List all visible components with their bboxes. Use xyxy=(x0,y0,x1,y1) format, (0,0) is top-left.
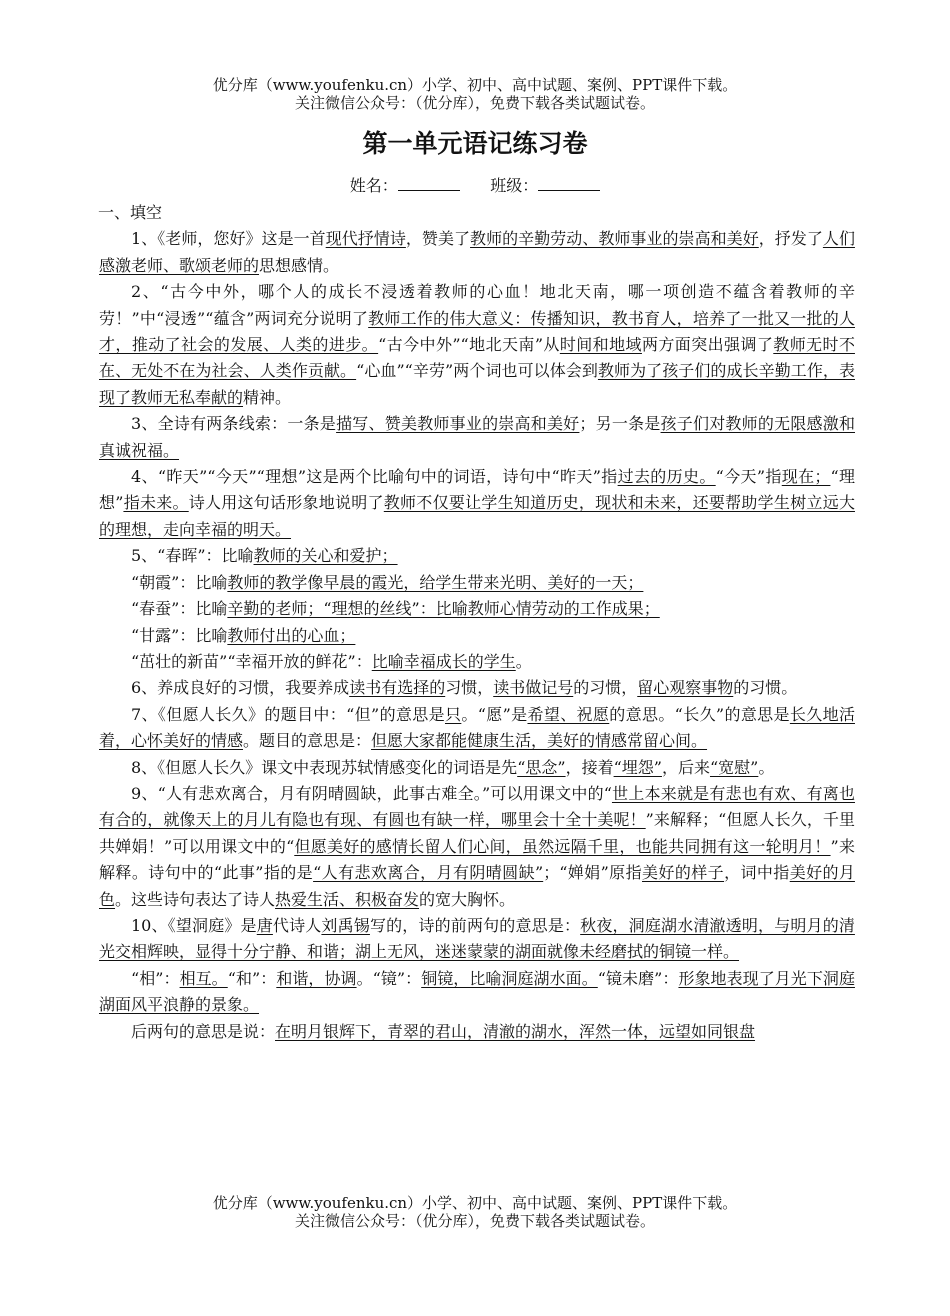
question-text: “镜未磨”： xyxy=(597,968,679,988)
answer-text: 教师工作的伟大意义：传播知识，教书育人，培养了一批又一批的人才，推动了社会的发展、人类的进步。 xyxy=(99,308,855,355)
question-text: 4、“昨天”“今天”“理想”这是两个比喻句中的词语，诗句中“昨天”指 xyxy=(131,467,618,487)
answer-text: 相互。 xyxy=(179,968,228,988)
answer-text: 和谐，协调 xyxy=(276,968,357,988)
header-line-2: 关注微信公众号：（优分库），免费下载各类试题试卷。 xyxy=(294,94,655,112)
question-text: 的宽大胸怀。 xyxy=(419,889,516,909)
question-text: 。“愿”是 xyxy=(461,704,528,724)
question-text: 的习惯， xyxy=(573,678,638,698)
answer-text: 铜镜，比喻洞庭湖水面。 xyxy=(421,968,598,988)
question-text: ，赞美了 xyxy=(405,229,471,249)
answer-text: 但愿美好的感情长留人们心间，虽然远隔千里，也能共同拥有这一轮明月！ xyxy=(294,836,831,856)
question-text: 。“镜”： xyxy=(356,968,422,988)
answer-text: “埋怨” xyxy=(613,757,662,777)
class-label: 班级： xyxy=(490,176,539,195)
answer-text: 读书有选择的 xyxy=(349,678,446,698)
question-paragraph xyxy=(99,649,855,675)
answer-text: 热爱生活、积极奋发 xyxy=(275,889,420,909)
answer-text: “人有悲欢离合，月有阴晴圆缺” xyxy=(313,863,544,883)
question-text: ”来解释；“但愿人长久，千里共婵娟！”可以用课文中的“ xyxy=(99,810,855,856)
answer-text: 过去的历史。 xyxy=(617,467,716,487)
answer-text: 只 xyxy=(444,704,462,724)
question-text: 习惯， xyxy=(445,678,494,698)
question-text: “今天”指 xyxy=(715,467,782,487)
answer-text: 比喻幸福成长的学生 xyxy=(371,651,516,671)
name-class-line xyxy=(0,174,950,197)
question-text: 10、《望洞庭》是 xyxy=(131,915,257,935)
question-text: 5、“春晖”：比喻 xyxy=(131,546,254,566)
question-text: 代诗人 xyxy=(272,915,322,935)
question-paragraph xyxy=(99,1019,855,1045)
question-text: 后两句的意思是说： xyxy=(131,1021,276,1041)
answer-text: 时间和地域 xyxy=(559,335,642,355)
question-text: ；“婵娟”原指 xyxy=(543,863,643,883)
question-text: “古今中外”“地北天南”从 xyxy=(378,335,560,355)
question-text: “心血”“辛劳”两个词也可以体会到 xyxy=(356,361,598,381)
question-text: 精神。 xyxy=(243,387,292,407)
question-text: 1、《老师，您好》这是一首 xyxy=(131,229,326,249)
question-text: “茁壮的新苗”“幸福开放的鲜花”： xyxy=(131,651,372,671)
answer-text: 人们感激老师、歌颂老师的 xyxy=(99,229,855,275)
answer-text: 教师为了孩子们的成长辛勤工作，表现了教师无私奉献的 xyxy=(99,361,855,407)
answer-text: 指未来。 xyxy=(123,493,189,513)
answer-text: 孩子们对教师的无限感激和真诚祝福。 xyxy=(99,414,855,460)
page-title: 第一单元语记练习卷 xyxy=(362,129,588,158)
question-text: “相”： xyxy=(131,968,180,988)
question-text: 9、“人有悲欢离合，月有阴晴圆缺，此事古难全。”可以用课文中的“ xyxy=(131,783,612,803)
answer-text: 读书做记号 xyxy=(493,678,574,698)
question-text: 写的，诗的前两句的意思是： xyxy=(369,915,581,935)
question-text: ，词中指 xyxy=(724,863,790,883)
class-blank[interactable] xyxy=(538,174,600,191)
question-text: ，接着 xyxy=(565,757,614,777)
footer-line-2: 关注微信公众号：（优分库），免费下载各类试题试卷。 xyxy=(294,1212,655,1230)
question-text: 3、全诗有两条线索：一条是 xyxy=(131,414,337,434)
answer-text: “思念” xyxy=(517,757,566,777)
question-text: 的习惯。 xyxy=(733,678,798,698)
question-paragraph xyxy=(99,623,855,649)
question-paragraph xyxy=(99,596,855,622)
question-paragraph xyxy=(99,966,855,1019)
question-text: “朝霞”：比喻 xyxy=(131,572,228,592)
answer-text: 教师的辛勤劳动、教师事业的崇高和美好 xyxy=(470,229,759,249)
question-list xyxy=(99,226,855,1045)
question-text: “春蚕”：比喻 xyxy=(131,599,228,619)
question-text: ；另一条是 xyxy=(579,414,661,434)
header-line-1: 优分库（www.youfenku.cn）小学、初中、高中试题、案例、PPT课件下载。 xyxy=(212,76,738,94)
answer-text: 美好的样子 xyxy=(642,863,725,883)
answer-text: 教师的关心和爱护； xyxy=(253,546,398,566)
answer-text: 秋夜，洞庭湖水清澈透明，与明月的清光交相辉映，显得十分宁静、和谐；湖上无风，迷迷蒙蒙的湖面就像未经磨拭的铜镜一样。 xyxy=(99,915,855,962)
answer-text: 教师不仅要让学生知道历史，现状和未来，还要帮助学生树立远大的理想，走向幸福的明天。 xyxy=(99,493,855,539)
name-label: 姓名： xyxy=(349,176,398,195)
question-text: ，后来 xyxy=(661,757,710,777)
question-text: “甘露”：比喻 xyxy=(131,625,228,645)
answer-text: 刘禹锡 xyxy=(321,915,370,935)
question-text: 8、《但愿人长久》课文中表现苏轼情感变化的词语是先 xyxy=(131,757,518,777)
question-text: 诗人用这句话形象地说明了 xyxy=(188,493,384,513)
question-text: 。 xyxy=(515,651,532,671)
question-paragraph xyxy=(99,702,855,755)
question-text: 2、“古今中外，哪个人的成长不浸透着教师的心血！地北天南，哪一项创造不蕴含着教师的辛劳！”中“浸透”“蕴含”两词充分说明了 xyxy=(99,282,855,328)
question-paragraph xyxy=(99,464,855,543)
answer-text: 教师无时不在、无处不在为社会、人类作贡献。 xyxy=(99,335,855,381)
footer-line-1: 优分库（www.youfenku.cn）小学、初中、高中试题、案例、PPT课件下载。 xyxy=(212,1194,738,1212)
answer-text: 长久地活着，心怀美好的情感 xyxy=(99,704,855,751)
answer-text: 教师付出的心血； xyxy=(227,625,356,645)
question-text: 。题目的意思是： xyxy=(243,731,372,751)
page-header xyxy=(0,76,950,112)
answer-text: 现在； xyxy=(781,467,831,487)
exercise-content xyxy=(99,200,855,1045)
answer-text: 留心观察事物 xyxy=(637,678,734,698)
answer-text: 但愿大家都能健康生活，美好的情感常留心间。 xyxy=(371,731,708,751)
answer-text: 在明月银辉下，青翠的君山，清澈的湖水，浑然一体，远望如同银盘 xyxy=(275,1021,756,1041)
question-text: ，抒发了 xyxy=(758,229,823,249)
question-paragraph xyxy=(99,411,855,464)
question-text: 的意思。“长久”的意思是 xyxy=(609,704,790,724)
answer-text: 辛勤的老师；“理想的丝线”：比喻教师心情劳动的工作成果； xyxy=(227,599,660,619)
question-text: 两方面突出强调了 xyxy=(641,335,774,355)
question-paragraph xyxy=(99,226,855,279)
answer-text: “宽慰” xyxy=(709,757,759,777)
question-paragraph xyxy=(99,675,855,701)
question-paragraph xyxy=(99,913,855,966)
answer-text: 世上本来就是有悲也有欢、有离也有合的，就像天上的月儿有隐也有现、有圆也有缺一样，哪里会十全十美呢！ xyxy=(99,783,855,830)
page-footer xyxy=(0,1194,950,1230)
question-paragraph xyxy=(99,570,855,596)
question-text: 思想感情。 xyxy=(259,255,340,275)
name-blank[interactable] xyxy=(398,174,460,191)
question-text: 。这些诗句表达了诗人 xyxy=(115,889,276,909)
question-paragraph xyxy=(99,755,855,781)
question-text: 6、养成良好的习惯，我要养成 xyxy=(131,678,350,698)
question-text: ”来解释。诗句中的“此事”指的是 xyxy=(99,836,855,883)
question-text: “和”： xyxy=(227,968,277,988)
answer-text: 唐 xyxy=(256,915,273,935)
question-text: 7、《但愿人长久》的题目中：“但”的意思是 xyxy=(131,704,445,724)
answer-text: 希望、祝愿 xyxy=(527,704,610,724)
question-text: “理想” xyxy=(99,467,855,513)
answer-text: 教师的教学像早晨的霞光，给学生带来光明、美好的一天； xyxy=(227,572,644,592)
answer-text: 现代抒情诗 xyxy=(325,229,406,249)
answer-text: 美好的月色 xyxy=(99,863,855,909)
question-paragraph xyxy=(99,543,855,569)
section-heading: 一、填空 xyxy=(98,203,163,222)
question-text: 。 xyxy=(758,757,775,777)
answer-text: 描写、赞美教师事业的崇高和美好 xyxy=(336,414,580,434)
question-paragraph xyxy=(99,279,855,411)
answer-text: 形象地表现了月光下洞庭湖面风平浪静的景象。 xyxy=(99,968,855,1015)
question-paragraph xyxy=(99,781,855,913)
